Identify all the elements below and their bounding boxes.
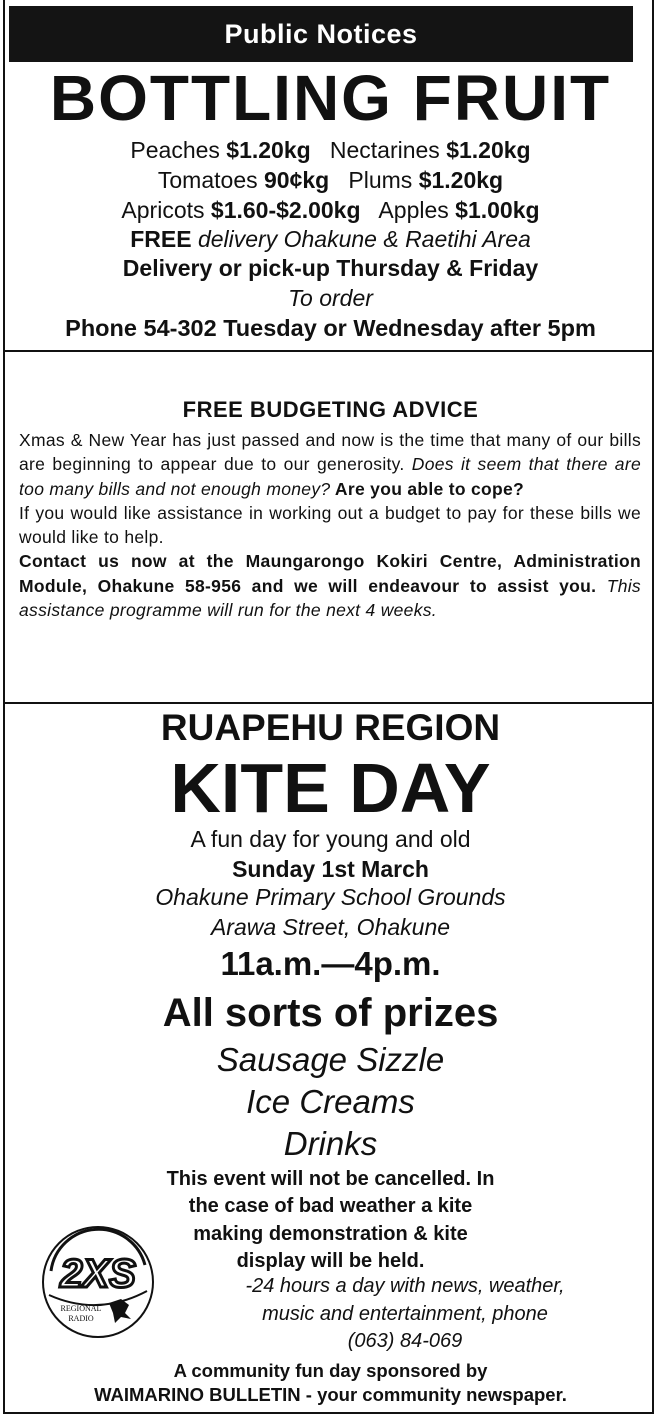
fruit-name: Tomatoes [157,167,264,193]
budget-text: Xmas & New Year has just passed and now is the time that many of our bills are beginning to appear due to our generosity. [19,430,641,475]
kite-time: 11a.m.—4p.m. [220,945,441,982]
kite-street: Arawa Street, Ohakune [210,914,451,940]
sponsor-line-1: A community fun day sponsored by [173,1360,488,1381]
kite-prizes: All sorts of prizes [162,991,499,1035]
logo-sub-1: REGIONAL [60,1304,102,1313]
kite-weather-line-1: This event will not be cancelled. In [166,1168,495,1190]
logo-sub-2: RADIO [68,1314,94,1323]
budget-ad-title: FREE BUDGETING ADVICE [182,397,479,422]
fruit-free-delivery [5,224,656,254]
fruit-price-line-1 [5,135,656,165]
fruit-price: $1.60-$2.00kg [210,197,361,223]
fruit-name: Peaches [130,137,227,163]
budget-duration: This assistance programme will run for the next 4 weeks. [19,575,641,621]
fruit-delivery-days: Delivery or pick-up Thursday & Friday [122,255,539,281]
kite-food-sausage: Sausage Sizzle [216,1041,445,1078]
fruit-price: $1.00kg [455,197,540,223]
kite-venue: Ohakune Primary School Grounds [155,884,506,910]
budget-help-text: If you would like assistance in working out a budget to pay for these bills we would like to help. [19,502,641,548]
kite-date: Sunday 1st March [232,856,429,882]
free-delivery-text: delivery Ohakune & Raetihi Area [191,226,531,252]
budget-cope: Are you able to cope? [330,478,525,499]
radio-line-3: (063) 84-069 [347,1330,463,1352]
radio-line-2: music and entertainment, phone [262,1303,548,1325]
fruit-price: $1.20kg [226,137,311,163]
radio-station-logo [41,1225,155,1339]
fruit-name: Nectarines [310,137,447,163]
sponsor-line-2: WAIMARINO BULLETIN - your community newspaper. [94,1384,567,1405]
public-notices-page [3,0,654,1414]
fruit-price-line-2 [5,165,656,195]
kite-tagline: A fun day for young and old [190,826,471,852]
logo-letters: 2XS [60,1252,136,1296]
kite-weather-line-4: display will be held. [236,1250,425,1272]
radio-line-1: -24 hours a day with news, weather, [245,1275,565,1297]
fruit-price: $1.20kg [446,137,531,163]
kite-title: KITE DAY [170,749,491,827]
budget-contact: Contact us now at the Maungarongo Kokiri Centre, Administration Module, Ohakune 58-956 and we will endeavour to assist you. [19,551,641,596]
budget-question: Does it seem that there are too many bills and not enough money? [19,454,641,499]
fruit-price: 90¢kg [264,167,330,193]
divider [5,702,652,704]
kite-weather-line-3: making demonstration & kite [193,1223,468,1245]
budget-ad-body [19,428,641,622]
fruit-name: Apricots [121,197,211,223]
fruit-name: Apples [360,197,456,223]
kite-region: RUAPEHU REGION [160,707,501,748]
free-word: FREE [130,226,192,252]
divider [5,350,652,352]
section-header: Public Notices [9,6,633,62]
fruit-price: $1.20kg [418,167,504,193]
fruit-name: Plums [329,167,419,193]
fruit-phone: Phone 54-302 Tuesday or Wednesday after 5pm [65,315,596,341]
fruit-to-order: To order [288,285,373,311]
fruit-price-line-3 [5,195,656,225]
kite-food-icecream: Ice Creams [246,1083,415,1120]
kite-food-drinks: Drinks [283,1125,378,1162]
fruit-ad-title: BOTTLING FRUIT [49,62,612,134]
kite-weather-line-2: the case of bad weather a kite [188,1195,473,1217]
